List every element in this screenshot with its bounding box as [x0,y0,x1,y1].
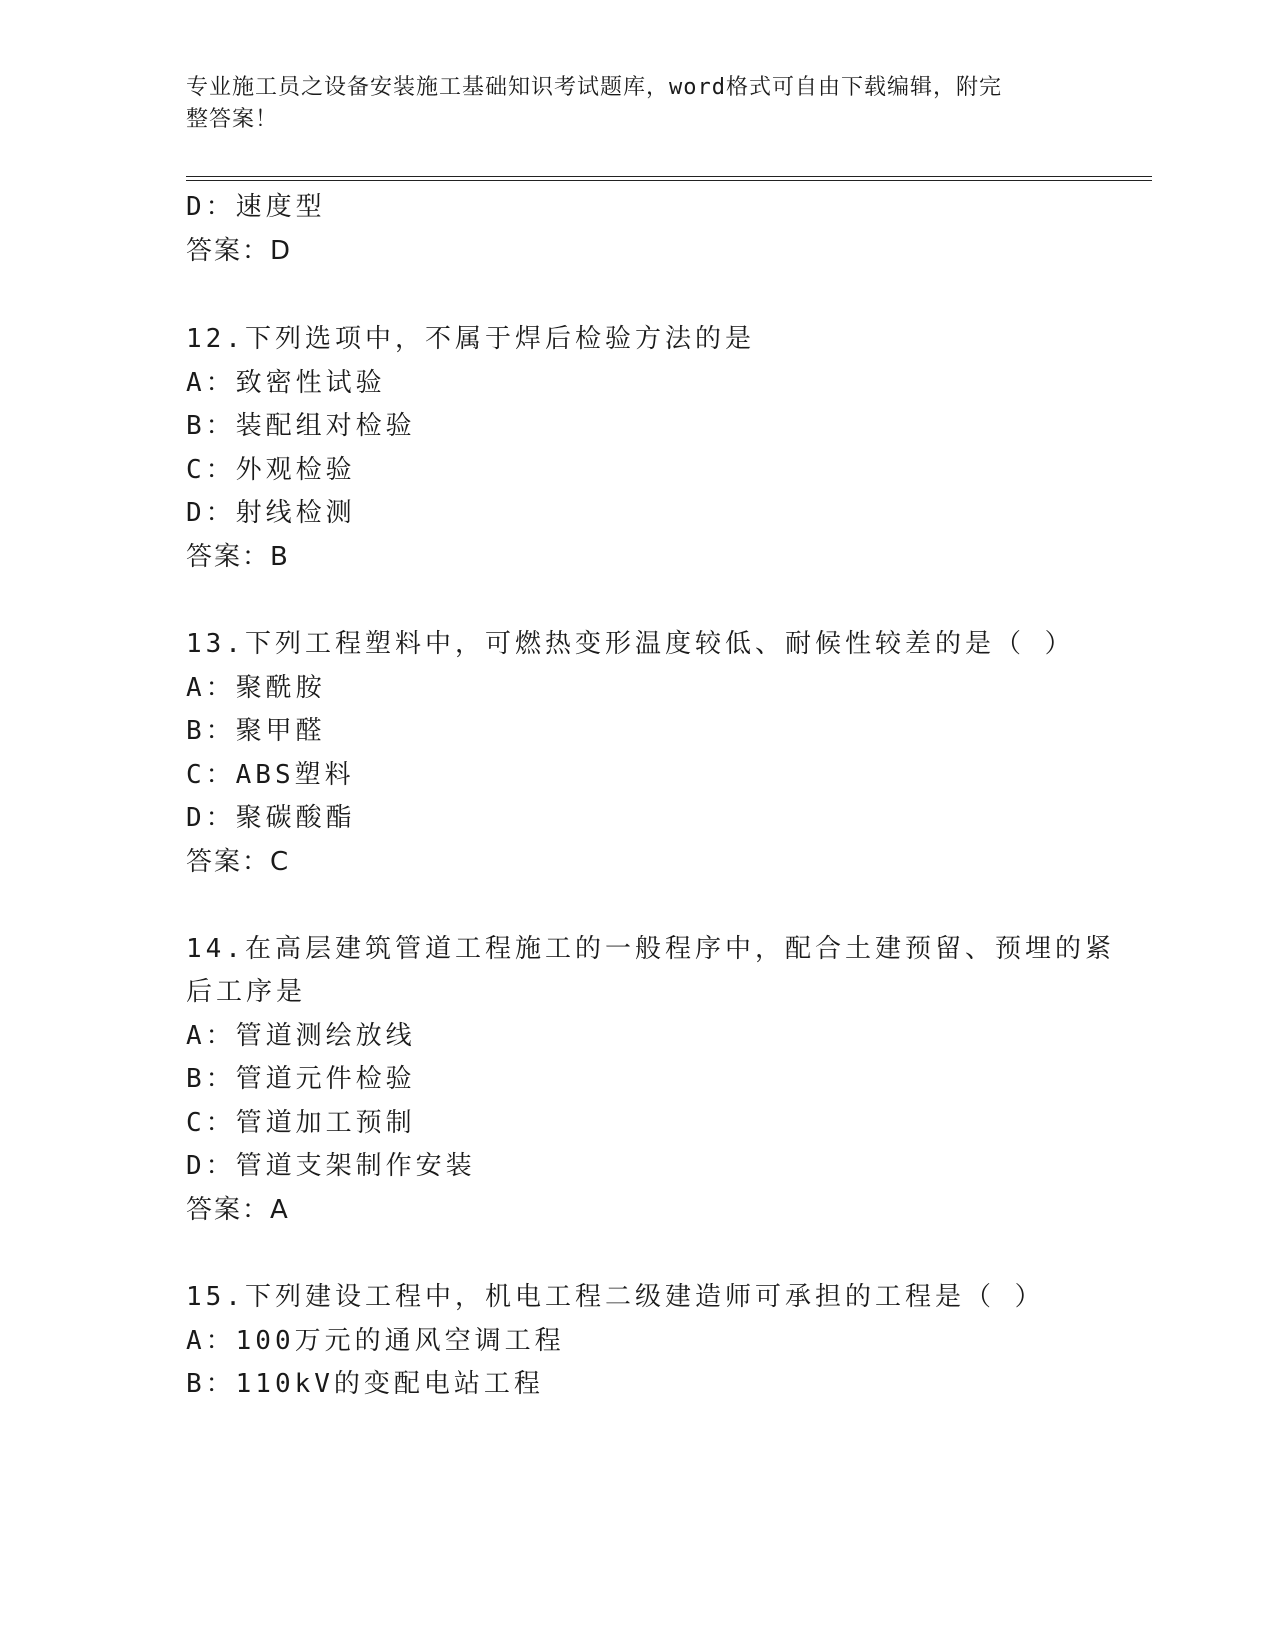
question-14-option-d: D：管道支架制作安装 [186,1151,476,1181]
question-13-option-d: D：聚碳酸酯 [186,803,356,833]
question-15-option-b: B：110kV的变配电站工程 [186,1369,544,1399]
question-13-answer: 答案：C [186,847,291,877]
question-12-answer: 答案：B [186,542,290,572]
question-12-option-b: B：装配组对检验 [186,411,416,441]
question-14-answer: 答案：A [186,1195,290,1225]
question-12-option-a: A：致密性试验 [186,368,386,398]
prev-option-d: D：速度型 [186,192,326,222]
question-12-option-d: D：射线检测 [186,498,356,528]
question-15-stem: 15.下列建设工程中，机电工程二级建造师可承担的工程是（ ） [186,1282,1045,1312]
header-divider [186,176,1152,181]
question-13-option-a: A：聚酰胺 [186,673,326,703]
header-line-2: 整答案！ [186,107,279,132]
question-12-option-c: C：外观检验 [186,455,356,485]
question-14-option-a: A：管道测绘放线 [186,1021,416,1051]
question-13-option-c: C：ABS塑料 [186,760,355,790]
question-14-stem-line-2: 后工序是 [186,977,307,1007]
question-14-stem-line-1: 14.在高层建筑管道工程施工的一般程序中，配合土建预留、预埋的紧 [186,934,1115,964]
question-13-stem: 13.下列工程塑料中，可燃热变形温度较低、耐候性较差的是（ ） [186,629,1075,659]
document-header [186,72,1066,136]
prev-answer: 答案：D [186,236,293,266]
question-13-option-b: B：聚甲醛 [186,716,326,746]
question-12-stem: 12.下列选项中，不属于焊后检验方法的是 [186,324,755,354]
question-15-option-a: A：100万元的通风空调工程 [186,1326,565,1356]
header-line-1: 专业施工员之设备安装施工基础知识考试题库，word格式可自由下载编辑，附完 [186,75,1002,100]
question-14-option-c: C：管道加工预制 [186,1108,416,1138]
question-14-option-b: B：管道元件检验 [186,1064,416,1094]
